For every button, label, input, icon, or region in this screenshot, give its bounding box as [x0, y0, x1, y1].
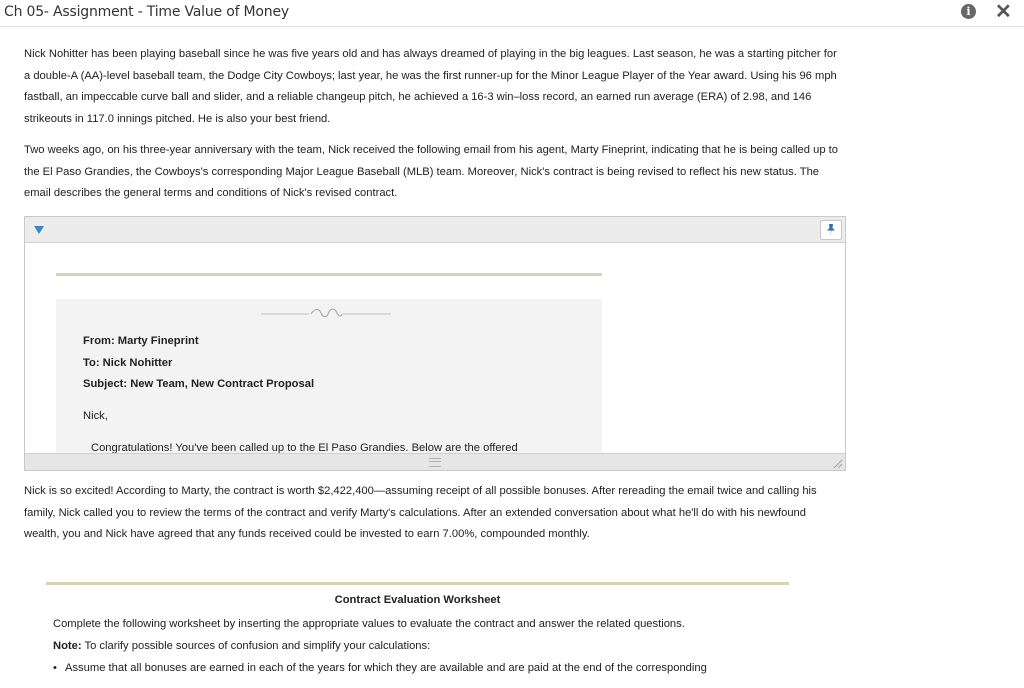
caret-down-icon[interactable]	[34, 226, 44, 234]
email-panel	[24, 216, 846, 471]
worksheet-instructions: Complete the following worksheet by inserting the appropriate values to evaluate the contract and answer the related questions.	[53, 618, 685, 630]
window-title: Ch 05- Assignment - Time Value of Money	[4, 4, 289, 20]
worksheet-divider	[46, 582, 789, 585]
email-from: From: Marty Fineprint	[83, 335, 199, 347]
intro-section	[24, 44, 844, 215]
info-icon[interactable]: i	[961, 4, 976, 19]
email-body-text: Congratulations! You've been called up to the El Paso Grandies. Below are the offered	[91, 442, 518, 453]
after-email-section	[24, 481, 844, 546]
resize-corner-icon[interactable]	[833, 459, 843, 469]
intro-paragraph-2: Two weeks ago, on his three-year anniversary with the team, Nick received the following email from his agent, Marty Fineprint, indicating that he is being called up to the El Paso Grandies, the Cowboys's corresponding Major League Baseball (MLB) team. Moreover, Nick's contract is being revised to reflect his new status. The email describes the general terms and conditions of Nick's revised contract.	[24, 144, 838, 199]
resize-grip-icon[interactable]	[429, 458, 441, 467]
email-panel-toolbar	[25, 217, 845, 243]
bullet-icon: •	[53, 662, 57, 674]
close-icon[interactable]: ✕	[995, 1, 1012, 23]
email-divider	[56, 273, 602, 276]
pin-button[interactable]	[820, 220, 842, 240]
note-text: To clarify possible sources of confusion and simplify your calculations:	[81, 640, 431, 652]
email-body-scroll[interactable]	[25, 243, 845, 453]
intro-paragraph-3: Nick is so excited! According to Marty, the contract is worth $2,422,400—assuming receipt of all possible bonuses. After rereading the email twice and calling his family, Nick called you to review the terms of the contract and verify Marty's calculations. After an extended conversation about what he'll do with his newfound wealth, you and Nick have agreed that any funds received could be invested to earn 7.00%, compounded monthly.	[24, 485, 817, 540]
email-panel-footer	[25, 453, 845, 471]
pin-icon	[826, 224, 836, 236]
email-card	[56, 299, 602, 453]
worksheet-bullet-1	[53, 662, 707, 674]
worksheet-title: Contract Evaluation Worksheet	[334, 594, 501, 606]
note-label: Note:	[53, 640, 82, 652]
email-to: To: Nick Nohitter	[83, 357, 173, 369]
worksheet-note	[53, 640, 430, 652]
window-titlebar	[0, 0, 1024, 27]
intro-paragraph-1: Nick Nohitter has been playing baseball since he was five years old and has always dreamed of playing in the big leagues. Last season, he was a starting pitcher for a double-A (AA)-level baseball team, the Dodge City Cowboys; last year, he was the first runner-up for the Minor League Player of the Year award. Using his 96 mph fastball, an impeccable curve ball and slider, and a reliable changeup pitch, he achieved a 16-3 win–loss record, an earned run average (ERA) of 2.98, and 146 strikeouts in 117.0 innings pitched. He is also your best friend.	[24, 48, 837, 125]
bullet-1-text: Assume that all bonuses are earned in each of the years for which they are available and are paid at the end of the corresponding	[65, 662, 707, 674]
flourish-ornament-icon	[261, 307, 391, 321]
email-greeting: Nick,	[83, 410, 108, 422]
email-subject: Subject: New Team, New Contract Proposal	[83, 378, 315, 390]
